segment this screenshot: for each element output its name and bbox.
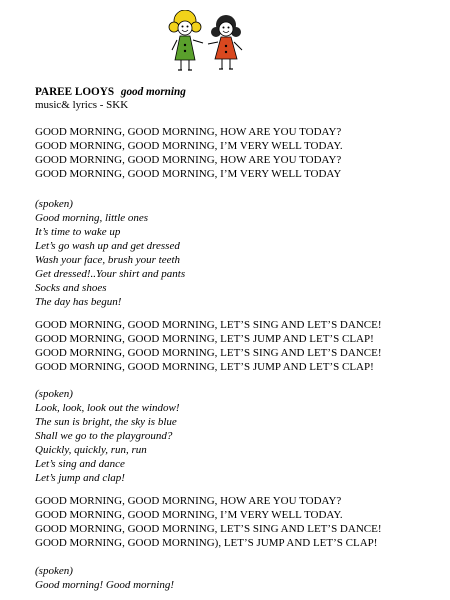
lyric-line: Good morning! Good morning! <box>35 579 175 591</box>
spoken-3 <box>35 564 174 592</box>
lyric-line: It’s time to wake up <box>35 226 121 238</box>
lyric-line: GOOD MORNING, GOOD MORNING, I’M VERY WELL TODAY. <box>35 140 343 152</box>
lyric-line: Socks and shoes <box>35 282 107 294</box>
lyric-line: (spoken) <box>35 565 73 577</box>
lyric-line: GOOD MORNING, GOOD MORNING, LET’S SING AND LET’S DANCE! <box>35 319 382 331</box>
lyric-line: (spoken) <box>35 198 73 210</box>
lyric-line: GOOD MORNING, GOOD MORNING, I’M VERY WELL TODAY <box>35 168 342 180</box>
lyric-line: Quickly, quickly, run, run <box>35 444 147 456</box>
lyric-line: GOOD MORNING, GOOD MORNING), LET’S JUMP AND LET’S CLAP! <box>35 537 378 549</box>
artist-name: PAREE LOOYS <box>35 86 115 98</box>
lyric-line: GOOD MORNING, GOOD MORNING, LET’S JUMP AND LET’S CLAP! <box>35 361 374 373</box>
dark-haired-doll-icon <box>208 15 242 69</box>
verse-3 <box>35 494 381 550</box>
lyric-line: GOOD MORNING, GOOD MORNING, HOW ARE YOU TODAY? <box>35 154 342 166</box>
two-dolls-illustration <box>168 10 248 76</box>
song-title <box>35 86 186 98</box>
lyric-line: Let’s jump and clap! <box>35 472 125 484</box>
lyric-line: Shall we go to the playground? <box>35 430 173 442</box>
lyric-line: GOOD MORNING, GOOD MORNING, HOW ARE YOU TODAY? <box>35 495 342 507</box>
lyric-line: (spoken) <box>35 388 73 400</box>
lyric-line: GOOD MORNING, GOOD MORNING, LET’S JUMP AND LET’S CLAP! <box>35 333 374 345</box>
lyric-line: Let’s sing and dance <box>35 458 125 470</box>
spoken-2 <box>35 387 180 485</box>
lyric-line: GOOD MORNING, GOOD MORNING, LET’S SING AND LET’S DANCE! <box>35 523 382 535</box>
lyric-line: Wash your face, brush your teeth <box>35 254 181 266</box>
spoken-1 <box>35 197 185 309</box>
yellow-haired-doll-icon <box>169 10 203 70</box>
lyric-line: The sun is bright, the sky is blue <box>35 416 177 428</box>
lyric-line: Good morning, little ones <box>35 212 149 224</box>
lyric-line: Let’s go wash up and get dressed <box>35 240 180 252</box>
lyric-line: GOOD MORNING, GOOD MORNING, HOW ARE YOU TODAY? <box>35 126 342 138</box>
verse-2 <box>35 318 381 374</box>
verse-1 <box>35 125 343 181</box>
credits: music& lyrics - SKK <box>35 99 129 111</box>
lyric-line: GOOD MORNING, GOOD MORNING, I’M VERY WELL TODAY. <box>35 509 343 521</box>
lyric-line: Get dressed!..Your shirt and pants <box>35 268 186 280</box>
lyric-line: Look, look, look out the window! <box>35 402 180 414</box>
song-name: good morning <box>120 86 186 98</box>
lyric-line: The day has begun! <box>35 296 122 308</box>
lyric-line: GOOD MORNING, GOOD MORNING, LET’S SING AND LET’S DANCE! <box>35 347 382 359</box>
